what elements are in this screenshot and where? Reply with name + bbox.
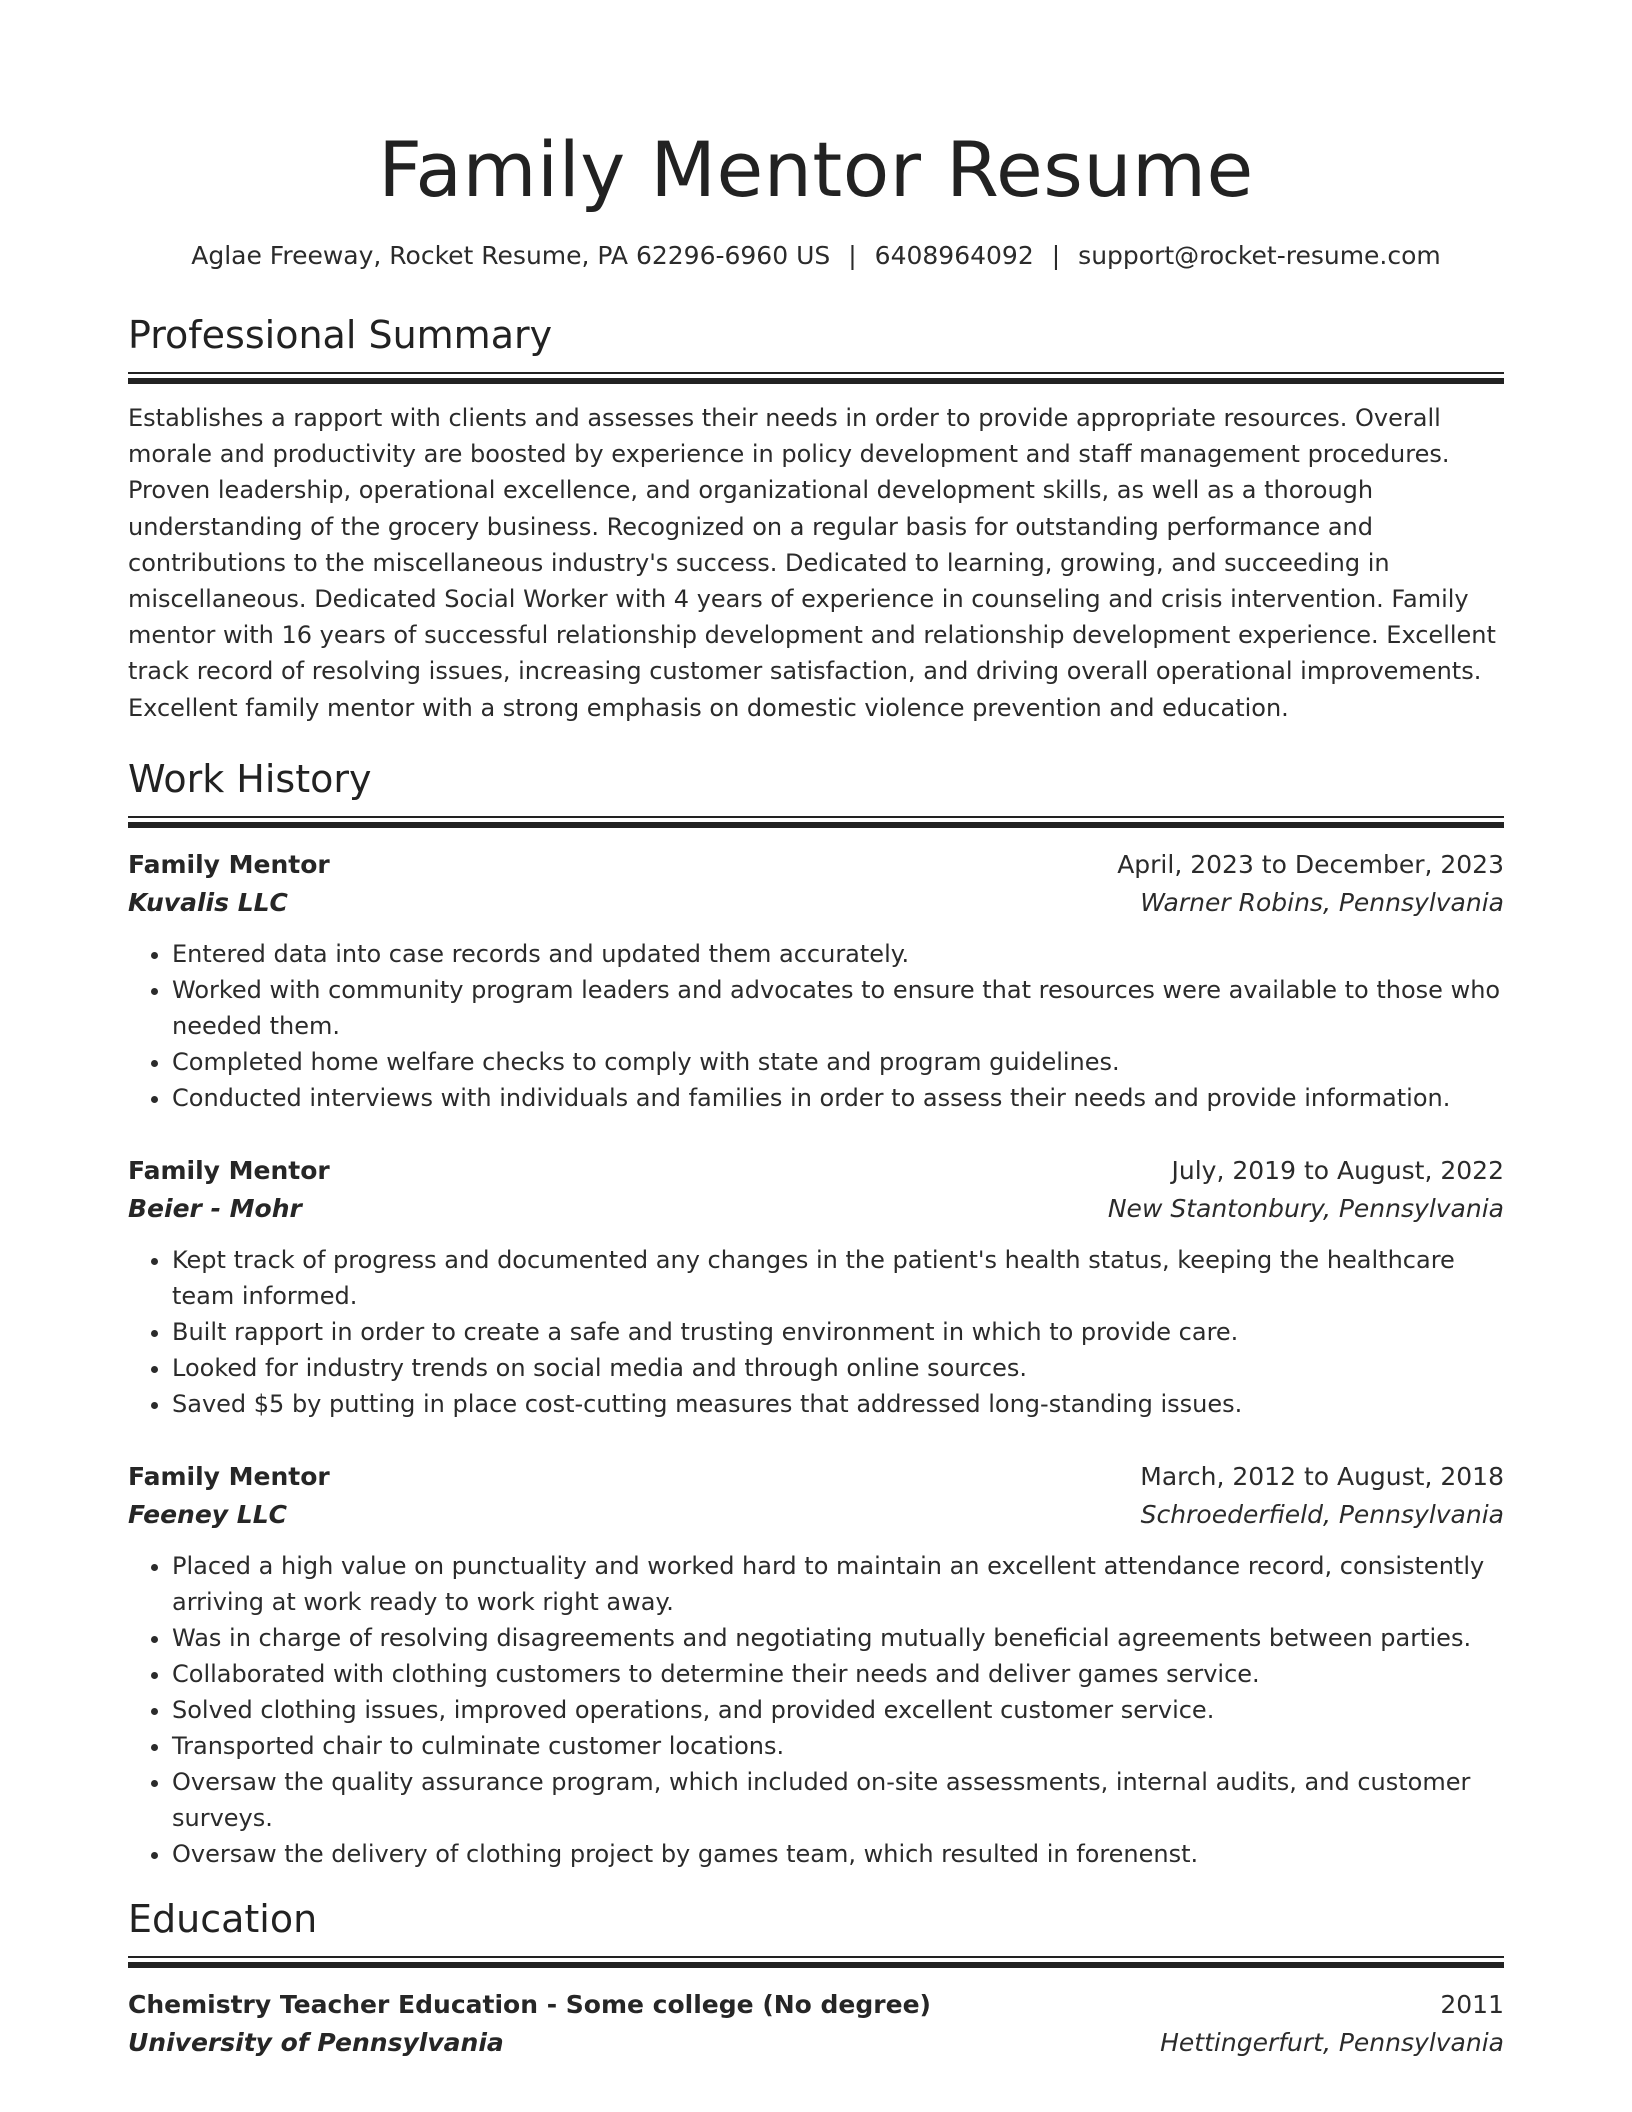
job-dates: April, 2023 to December, 2023 — [1117, 849, 1504, 879]
job-company-row — [128, 884, 1504, 922]
job-bullet: • Worked with community program leaders and advocates to ensure that resources were available to those who needed them. — [172, 972, 1504, 1044]
job-title: Family Mentor — [128, 1461, 330, 1491]
job-title: Family Mentor — [128, 1155, 330, 1185]
job-bullet-list — [128, 936, 1504, 1116]
job-location: Warner Robins, Pennsylvania — [1140, 887, 1504, 917]
contact-separator: | — [1051, 241, 1061, 270]
education-school-row — [128, 2024, 1504, 2062]
divider-thin-line — [128, 816, 1504, 818]
divider-thick-line — [128, 378, 1504, 384]
education-section — [128, 1894, 1504, 2062]
job-bullet: • Transported chair to culminate customer locations. — [172, 1728, 1504, 1764]
job-bullet: • Built rapport in order to create a safe and trusting environment in which to provide care. — [172, 1314, 1504, 1350]
job-bullet: • Was in charge of resolving disagreements and negotiating mutually beneficial agreements between parties. — [172, 1620, 1504, 1656]
work-history-section — [128, 754, 1504, 1872]
job-entry — [128, 1152, 1504, 1422]
section-divider — [128, 372, 1504, 384]
resume-title: Family Mentor Resume — [378, 125, 1254, 214]
job-company: Beier - Mohr — [128, 1193, 302, 1223]
education-year: 2011 — [1440, 1989, 1504, 2019]
job-bullet: • Oversaw the delivery of clothing project by games team, which resulted in forenenst. — [172, 1836, 1504, 1872]
job-bullet: • Collaborated with clothing customers to determine their needs and deliver games service. — [172, 1656, 1504, 1692]
job-bullet: • Placed a high value on punctuality and worked hard to maintain an excellent attendance record, consistently arriving at work ready to work right away. — [172, 1548, 1504, 1620]
divider-thin-line — [128, 1956, 1504, 1958]
job-title: Family Mentor — [128, 849, 330, 879]
education-entry — [128, 1986, 1504, 2062]
contact-phone: 6408964092 — [874, 241, 1034, 270]
section-divider — [128, 1956, 1504, 1968]
contact-line — [128, 238, 1504, 274]
professional-summary-section — [128, 310, 1504, 726]
job-entry — [128, 846, 1504, 1116]
contact-separator: | — [848, 241, 857, 270]
job-company: Kuvalis LLC — [128, 887, 288, 917]
divider-thick-line — [128, 1962, 1504, 1968]
divider-thick-line — [128, 822, 1504, 828]
job-bullet-list — [128, 1548, 1504, 1872]
job-bullet: • Completed home welfare checks to comply with state and program guidelines. — [172, 1044, 1504, 1080]
job-location: New Stantonbury, Pennsylvania — [1107, 1193, 1504, 1223]
education-header-row — [128, 1986, 1504, 2024]
section-heading-education: Education — [128, 1896, 318, 1941]
job-bullet: • Kept track of progress and documented any changes in the patient's health status, keeping the healthcare team informed. — [172, 1242, 1504, 1314]
education-school: University of Pennsylvania — [128, 2027, 504, 2057]
job-bullet: • Conducted interviews with individuals and families in order to assess their needs and provide information. — [172, 1080, 1504, 1116]
contact-email: support@rocket-resume.com — [1078, 241, 1441, 270]
job-company-row — [128, 1496, 1504, 1534]
section-heading-summary: Professional Summary — [128, 313, 553, 357]
contact-address: Aglae Freeway, Rocket Resume, PA 62296-6960 US — [191, 241, 831, 270]
job-bullet-list — [128, 1242, 1504, 1422]
summary-text: Establishes a rapport with clients and assesses their needs in order to provide appropriate resources. Overall morale and productivity are boosted by experience in policy development and staff management procedures. Proven leadership, operational excellence, and organizational development skills, as well as a thorough understanding of the grocery business. Recognized on a regular basis for outstanding performance and contributions to the miscellaneous industry's success. Dedicated to learning, growing, and succeeding in miscellaneous. Dedicated Social Worker with 4 years of experience in counseling and crisis intervention. Family mentor with 16 years of successful relationship development and relationship development experience. Excellent track record of resolving issues, increasing customer satisfaction, and driving overall operational improvements. Excellent family mentor with a strong emphasis on domestic violence prevention and education. — [128, 404, 1496, 722]
job-bullet: • Oversaw the quality assurance program, which included on-site assessments, internal audits, and customer surveys. — [172, 1764, 1504, 1836]
job-bullet: • Solved clothing issues, improved operations, and provided excellent customer service. — [172, 1692, 1504, 1728]
job-bullet: • Looked for industry trends on social media and through online sources. — [172, 1350, 1504, 1386]
divider-thin-line — [128, 372, 1504, 374]
job-company: Feeney LLC — [128, 1499, 288, 1529]
job-header-row — [128, 1152, 1504, 1190]
section-heading-work: Work History — [128, 756, 372, 801]
education-location: Hettingerfurt, Pennsylvania — [1160, 2027, 1504, 2057]
job-location: Schroederfield, Pennsylvania — [1140, 1499, 1504, 1529]
job-dates: March, 2012 to August, 2018 — [1140, 1461, 1504, 1491]
job-bullet: • Saved $5 by putting in place cost-cutting measures that addressed long-standing issues. — [172, 1386, 1504, 1422]
section-divider — [128, 816, 1504, 828]
job-header-row — [128, 846, 1504, 884]
job-company-row — [128, 1190, 1504, 1228]
job-bullet: • Entered data into case records and updated them accurately. — [172, 936, 1504, 972]
job-header-row — [128, 1458, 1504, 1496]
job-entry — [128, 1458, 1504, 1872]
job-dates: July, 2019 to August, 2022 — [1171, 1155, 1504, 1185]
education-degree: Chemistry Teacher Education - Some college (No degree) — [128, 1989, 931, 2019]
